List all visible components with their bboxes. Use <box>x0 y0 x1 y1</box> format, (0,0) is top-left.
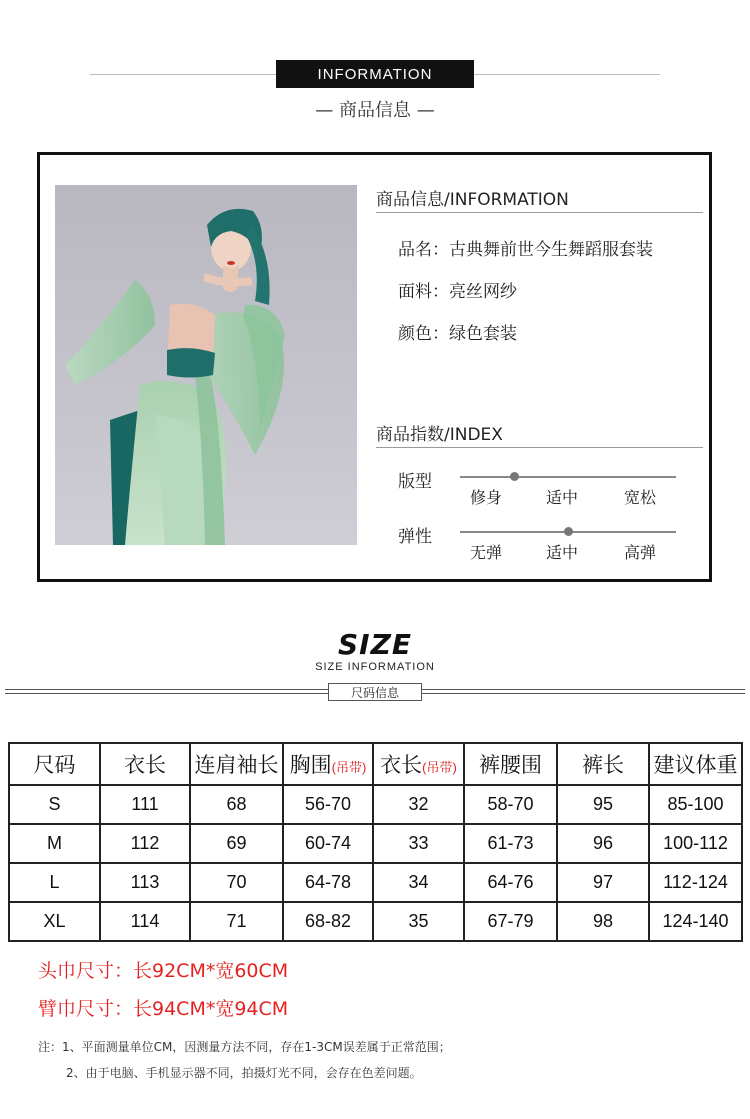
column-header-note: (吊带) <box>422 760 457 775</box>
table-cell: 64-78 <box>283 863 373 902</box>
product-index-title: 商品指数/INDEX <box>376 425 503 445</box>
table-cell: 95 <box>557 785 649 824</box>
table-cell: 68 <box>190 785 283 824</box>
table-cell: 60-74 <box>283 824 373 863</box>
size-info-tab: 尺码信息 <box>328 683 422 701</box>
armscarf-size: 臂巾尺寸：长94CM*宽94CM <box>38 998 289 1020</box>
column-header: 裤腰围 <box>464 743 557 785</box>
attr-fabric <box>398 277 517 302</box>
table-cell: 98 <box>557 902 649 941</box>
attr-name <box>398 235 653 260</box>
column-header: 衣长(吊带) <box>373 743 464 785</box>
index-stretch-marker <box>564 527 573 536</box>
attr-color <box>398 319 517 344</box>
size-subtitle: SIZE INFORMATION <box>315 661 435 673</box>
table-cell: S <box>9 785 100 824</box>
table-cell: 33 <box>373 824 464 863</box>
size-table-header-row <box>9 743 742 785</box>
footnote-2: 2、由于电脑、手机显示器不同，拍摄灯光不同，会存在色差问题。 <box>66 1066 422 1080</box>
table-cell: 67-79 <box>464 902 557 941</box>
index-fit-track <box>460 476 676 478</box>
attr-fabric-value: 亮丝网纱 <box>449 282 517 302</box>
table-cell: 113 <box>100 863 190 902</box>
table-cell: 32 <box>373 785 464 824</box>
table-row <box>9 902 742 941</box>
product-info-title: 商品信息/INFORMATION <box>376 190 569 210</box>
attr-name-label: 品名： <box>398 240 449 260</box>
product-index-divider <box>376 447 703 448</box>
table-row <box>9 785 742 824</box>
index-stretch-option: 适中 <box>546 543 579 562</box>
information-subtitle: — 商品信息 — <box>315 100 435 121</box>
table-cell: 112 <box>100 824 190 863</box>
index-stretch-label: 弹性 <box>398 527 432 547</box>
index-fit-marker <box>510 472 519 481</box>
column-header: 裤长 <box>557 743 649 785</box>
column-header: 尺码 <box>9 743 100 785</box>
dancer-illustration <box>55 185 357 545</box>
product-photo <box>55 185 357 545</box>
headscarf-size: 头巾尺寸：长92CM*宽60CM <box>38 960 289 982</box>
header-rule-right <box>474 74 660 75</box>
index-stretch-option: 无弹 <box>470 543 503 562</box>
column-header: 衣长 <box>100 743 190 785</box>
index-fit-option: 修身 <box>470 488 503 507</box>
attr-color-label: 颜色： <box>398 324 449 344</box>
table-cell: 96 <box>557 824 649 863</box>
size-title: SIZE <box>337 628 412 661</box>
table-cell: M <box>9 824 100 863</box>
index-fit-label: 版型 <box>398 472 432 492</box>
product-info-box <box>37 152 712 582</box>
column-header: 胸围(吊带) <box>283 743 373 785</box>
product-info-divider <box>376 212 703 213</box>
table-cell: 69 <box>190 824 283 863</box>
table-cell: XL <box>9 902 100 941</box>
table-cell: 111 <box>100 785 190 824</box>
table-cell: L <box>9 863 100 902</box>
index-fit-option: 宽松 <box>624 488 657 507</box>
attr-color-value: 绿色套装 <box>449 324 517 344</box>
table-cell: 35 <box>373 902 464 941</box>
table-cell: 114 <box>100 902 190 941</box>
table-cell: 97 <box>557 863 649 902</box>
information-badge: INFORMATION <box>276 60 474 88</box>
table-cell: 112-124 <box>649 863 742 902</box>
header-rule-left <box>90 74 276 75</box>
table-row <box>9 863 742 902</box>
table-cell: 85-100 <box>649 785 742 824</box>
size-table <box>8 742 743 942</box>
table-row <box>9 824 742 863</box>
column-header: 建议体重 <box>649 743 742 785</box>
table-cell: 64-76 <box>464 863 557 902</box>
table-cell: 100-112 <box>649 824 742 863</box>
table-cell: 71 <box>190 902 283 941</box>
column-header: 连肩袖长 <box>190 743 283 785</box>
index-stretch-option: 高弹 <box>624 543 657 562</box>
table-cell: 124-140 <box>649 902 742 941</box>
table-cell: 61-73 <box>464 824 557 863</box>
table-cell: 58-70 <box>464 785 557 824</box>
index-fit-option: 适中 <box>546 488 579 507</box>
footnote-1: 注：1、平面测量单位CM，因测量方法不同，存在1-3CM误差属于正常范围； <box>38 1040 451 1054</box>
attr-fabric-label: 面料： <box>398 282 449 302</box>
table-cell: 34 <box>373 863 464 902</box>
table-cell: 68-82 <box>283 902 373 941</box>
table-cell: 70 <box>190 863 283 902</box>
attr-name-value: 古典舞前世今生舞蹈服套装 <box>449 240 653 260</box>
column-header-note: (吊带) <box>331 760 367 775</box>
table-cell: 56-70 <box>283 785 373 824</box>
